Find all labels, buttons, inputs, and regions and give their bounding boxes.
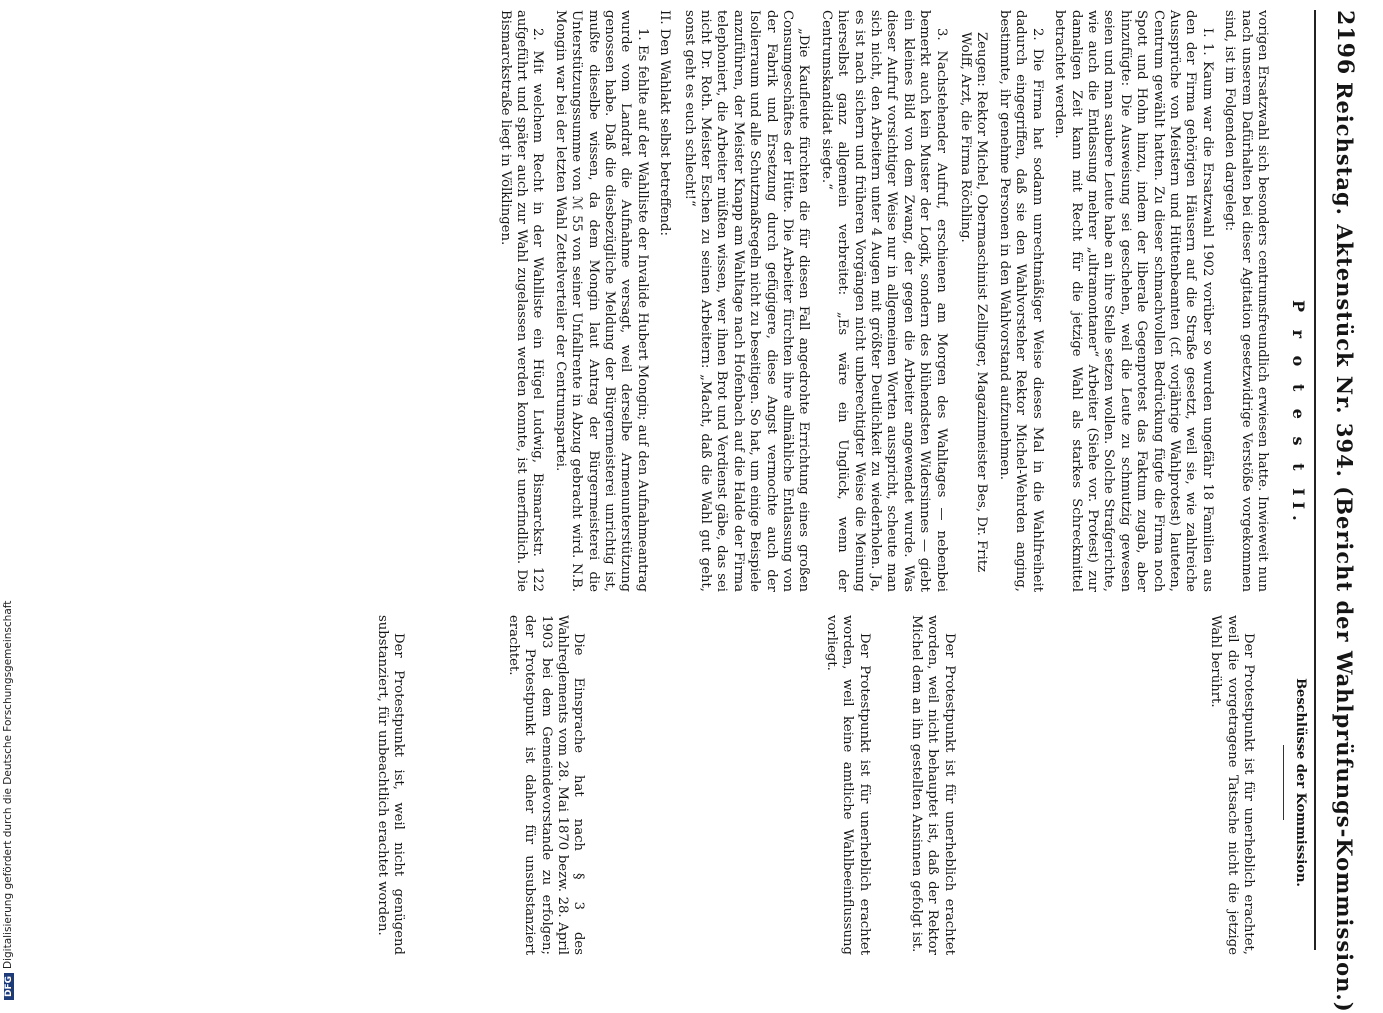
- protest-item-1: I. 1. Kaum war die Ersatzwahl 1902 vorüber so wurden ungefähr 18 Familien aus den der Firma gehörigen Häusern auf die Straße gesetzt, weil sie, wie zahlreiche Aussprüche von Meistern und Hüttenbeamten (cf. vorjährige Wahlprotest) lauteten, Centrum gewählt hatten. Zu dieser schmachvollen Bedrückung fügte die Firma noch Spott und Hohn hinzu, indem der liberale Gegenprotest das Faktum zugab, aber hinzufügte: Die Ausweisung sei geschehen, weil die Leute zu schmutzig gewesen seien und man saubere Leute habe an ihre Stelle setzen wollen. Solche Strafgerichte, wie auch die Entlassung mehrer „ultramontaner“ Arbeiter (Siehe vor. Protest) zur damaligen Zeit kann mit Recht für die jetzige Wahl als starkes Schreckmittel betrachtet werden.: [1052, 10, 1215, 592]
- section-2-heading: II. Den Wahlakt selbst betreffend:: [657, 10, 673, 236]
- page-number: 2196: [1332, 10, 1358, 76]
- decision-3: Der Protestpunkt ist für unerheblich erachtet worden, weil keine amtliche Wahlbeeinflussung vorliegt.: [823, 615, 872, 955]
- running-header: [1324, 10, 1358, 1013]
- commission-heading: Beschlüsse der Kommission.: [1293, 678, 1308, 887]
- commission-heading-rule: [1283, 745, 1284, 820]
- section-2-item-1: 1. Es fehlte auf der Wahlliste der Invalide Hubert Mongin; auf den Aufnahmeantrag wurde vom Landrat die Aufnahme versagt, weil derselbe Armenunterstützung genossen habe. Daß die diesbezügliche Meldung der Bürgermeisterei unrichtig ist, mußte dieselbe wissen, da dem Mongin laut Antrag der Bürgermeisterei die Unterstützungssumme von ℳ 55 von seiner Unfallrente in Abzug gebracht wird. N.B. Mongin war bei der letzten Wahl Zettelverteiler der Centrumspartei.: [552, 10, 650, 592]
- digitization-credit: [0, 600, 22, 1000]
- dfg-logo: DFG: [4, 973, 14, 1000]
- protest-item-3: 3. Nachstehender Aufruf, erschienen am Morgen des Wahltages — nebenbei bemerkt auch kein Muster der Logik, sondern des blühendsten Widersinnes — giebt ein kleines Bild von dem Zwang, der gegen die Arbeiter angewendet wurde. Was dieser Aufruf vorsichtiger Weise nur in allgemeinen Worten ausspricht, scheute man sich nicht, den Arbeitern unter 4 Augen mit größter Deutlichkeit zu wiederholen. Ja, es ist nach sichern und früheren Vorgängen nicht unberechtigter Weise die Meinung hierselbst ganz allgemein verbreitet: „Es wäre ein Unglück, wenn der Centrumskandidat siegte.“: [818, 10, 949, 592]
- decision-5: Der Protestpunkt ist, weil nicht genügend substanziert, für unbeachtlich erachtet worden.: [374, 615, 407, 955]
- protest-item-2: 2. Die Firma hat sodann unrechtmäßiger Weise dieses Mal in die Wahlfreiheit dadurch eingegriffen, daß sie den Wahlvorsteher Rektor Michel-Wehrden anging, bestimmte, ihr genehme Personen in den Wahlvorstand aufzunehmen.: [996, 10, 1045, 592]
- document-page: [70, 0, 1383, 1013]
- witness-list: Zeugen: Rektor Michel, Obermaschinist Zellinger, Magazinmeister Bes, Dr. Fritz Wolff, Arzt, die Firma Röchling.: [958, 32, 990, 573]
- section-2-item-2: 2. Mit welchem Recht in der Wahlliste ein Hügel Ludwig, Bismarckstr. 122 aufgeführt und später auch zur Wahl zugelassen werden konnte, ist unerfindlich. Die Bismarckstraße liegt in Völklingen.: [497, 10, 546, 592]
- header-rule: [1314, 10, 1316, 950]
- decision-1: Der Protestpunkt ist für unerheblich erachtet, weil die vorgetragene Tatsache nicht die jetzige Wahl berührt.: [1208, 615, 1256, 955]
- credit-text: Digitalisierung gefördert durch die Deutsche Forschungsgemeinschaft: [2, 600, 14, 969]
- quoted-statement: „Die Kaufleute fürchten die für diesen Fall angedrohte Errichtung eines großen Consumgeschäftes der Hütte. Die Arbeiter fürchten ihre allmähliche Entlassung von der Fabrik und Ersetzung durch gefügigere, diese Angst vermochte auch der Isolierraum und alle Schutzmaßregeln nicht zu beseitigen. So hat, um einige Beispiele anzuführen, der Meister Knapp am Wahltage nach Hofenbach auf die Halde der Firma telephoniert, die Arbeiter müßten wissen, wer ihnen Brot und Verdienst gäbe, das sei nicht Dr. Roth. Meister Eschen zu seinen Arbeitern: „Macht, daß die Wahl gut geht, sonst geht es euch schlecht!“: [681, 10, 812, 592]
- decision-4: Die Einsprache hat nach § 3 des Wahlreglements vom 28. Mai 1870 bezw. 28. April 1903 bei dem Gemeindevorstande zu erfolgen; der Protestpunkt ist daher für unsubstanziert erachtet.: [505, 615, 587, 955]
- header-title: Reichstag. Aktenstück Nr. 394. (Bericht der Wahlprüfungs-Kommission.): [1332, 82, 1357, 1013]
- protest-heading: P r o t e s t II.: [1289, 300, 1308, 527]
- protest-column: [490, 10, 1270, 592]
- decision-2: Der Protestpunkt ist für unerheblich erachtet worden, weil nicht behauptet ist, daß der Rektor Michel dem an ihn gestellten Ansinnen gefolgt ist.: [908, 615, 957, 955]
- intro-paragraph: vorigen Ersatzwahl sich besonders centrumsfreundlich erwiesen hatte. Inwieweit nun nach unserem Dafürhalten bei dieser Agitation gesetzwidrige Verstöße vorgekommen sind, ist im Folgenden dargelegt:: [1222, 10, 1270, 592]
- decisions-column: [368, 615, 1271, 955]
